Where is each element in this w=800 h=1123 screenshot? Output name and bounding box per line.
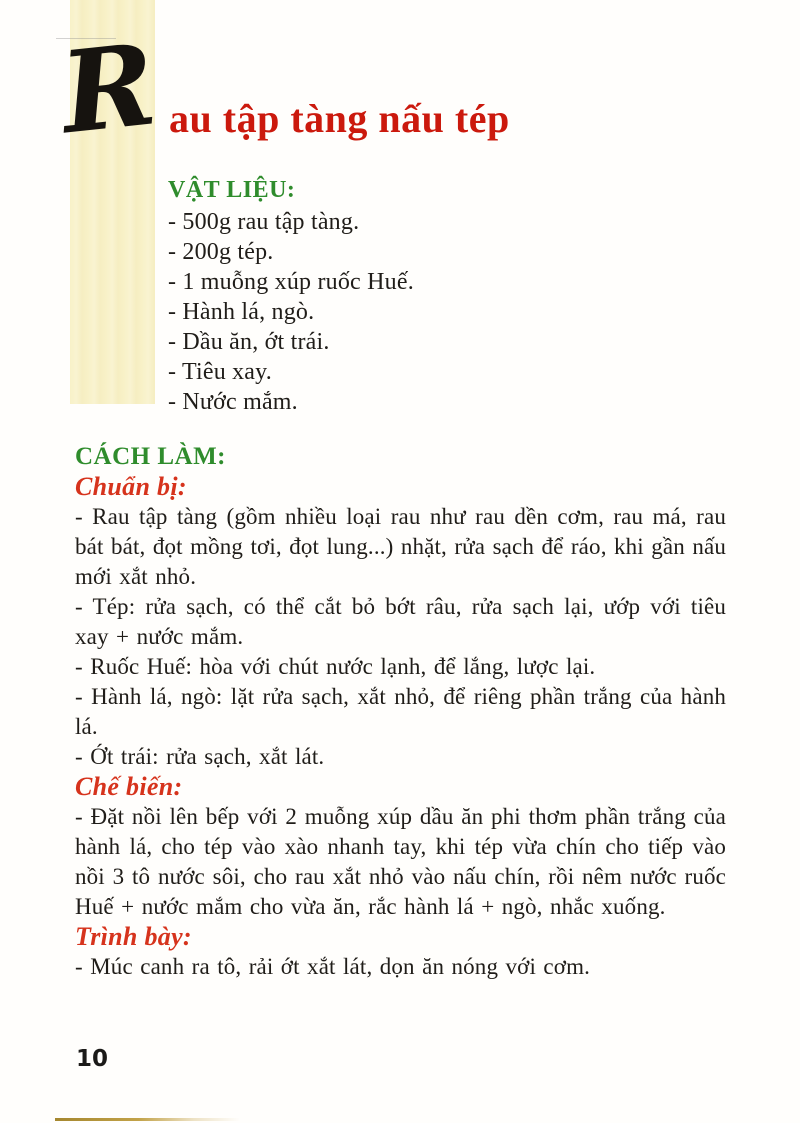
subsection-preparation [75,472,726,772]
page-number: 10 [76,1046,109,1072]
step-text: - Múc canh ra tô, rải ớt xắt lát, dọn ăn nóng với cơm. [75,954,591,979]
subsection-serving [75,922,726,982]
subsection-heading-cooking: Chế biến: [75,772,183,801]
step-text: - Ruốc Huế: hòa với chút nước lạnh, để lắng, lược lại. [75,654,596,679]
method-heading: CÁCH LÀM: [75,443,227,470]
step-text: - Tép: rửa sạch, có thể cắt bỏ bớt râu, rửa sạch lại, ướp với tiêu xay + nước mắm. [75,594,726,649]
subsection-heading-serving: Trình bày: [75,922,192,951]
subsection-cooking [75,772,726,922]
subsection-heading-preparation: Chuẩn bị: [75,472,187,501]
recipe-title: au tập tàng nấu tép [169,96,510,141]
step-text: - Ớt trái: rửa sạch, xắt lát. [75,744,325,769]
ingredient-item: - Tiêu xay. [168,359,272,385]
ingredient-item: - Hành lá, ngò. [168,299,315,325]
title-drop-cap: R [55,19,158,160]
ingredient-item: - Dầu ăn, ớt trái. [168,329,330,355]
step-text: - Rau tập tàng (gồm nhiều loại rau như rau dền cơm, rau má, rau bát bát, đọt mồng tơi, đọt lung...) nhặt, rửa sạch để ráo, khi gần nấu mới xắt nhỏ. [75,504,726,589]
footer-rule [55,1118,240,1121]
step-text: - Đặt nồi lên bếp với 2 muỗng xúp dầu ăn phi thơm phần trắng của hành lá, cho tép vào xào nhanh tay, khi tép vừa chín cho tiếp vào nồi 3 tô nước sôi, cho rau xắt nhỏ vào nấu chín, rồi nêm nước ruốc Huế + nước mắm cho vừa ăn, rắc hành lá + ngò, nhắc xuống. [75,804,726,919]
ingredient-item: - 1 muỗng xúp ruốc Huế. [168,269,414,295]
step-text: - Hành lá, ngò: lặt rửa sạch, xắt nhỏ, để riêng phần trắng của hành lá. [75,684,726,739]
ingredient-item: - Nước mắm. [168,389,298,415]
ingredients-section [168,176,598,417]
ingredient-item: - 500g rau tập tàng. [168,209,360,235]
ingredients-heading: VẬT LIỆU: [168,177,296,203]
ingredient-item: - 200g tép. [168,239,274,265]
method-section [75,442,726,982]
